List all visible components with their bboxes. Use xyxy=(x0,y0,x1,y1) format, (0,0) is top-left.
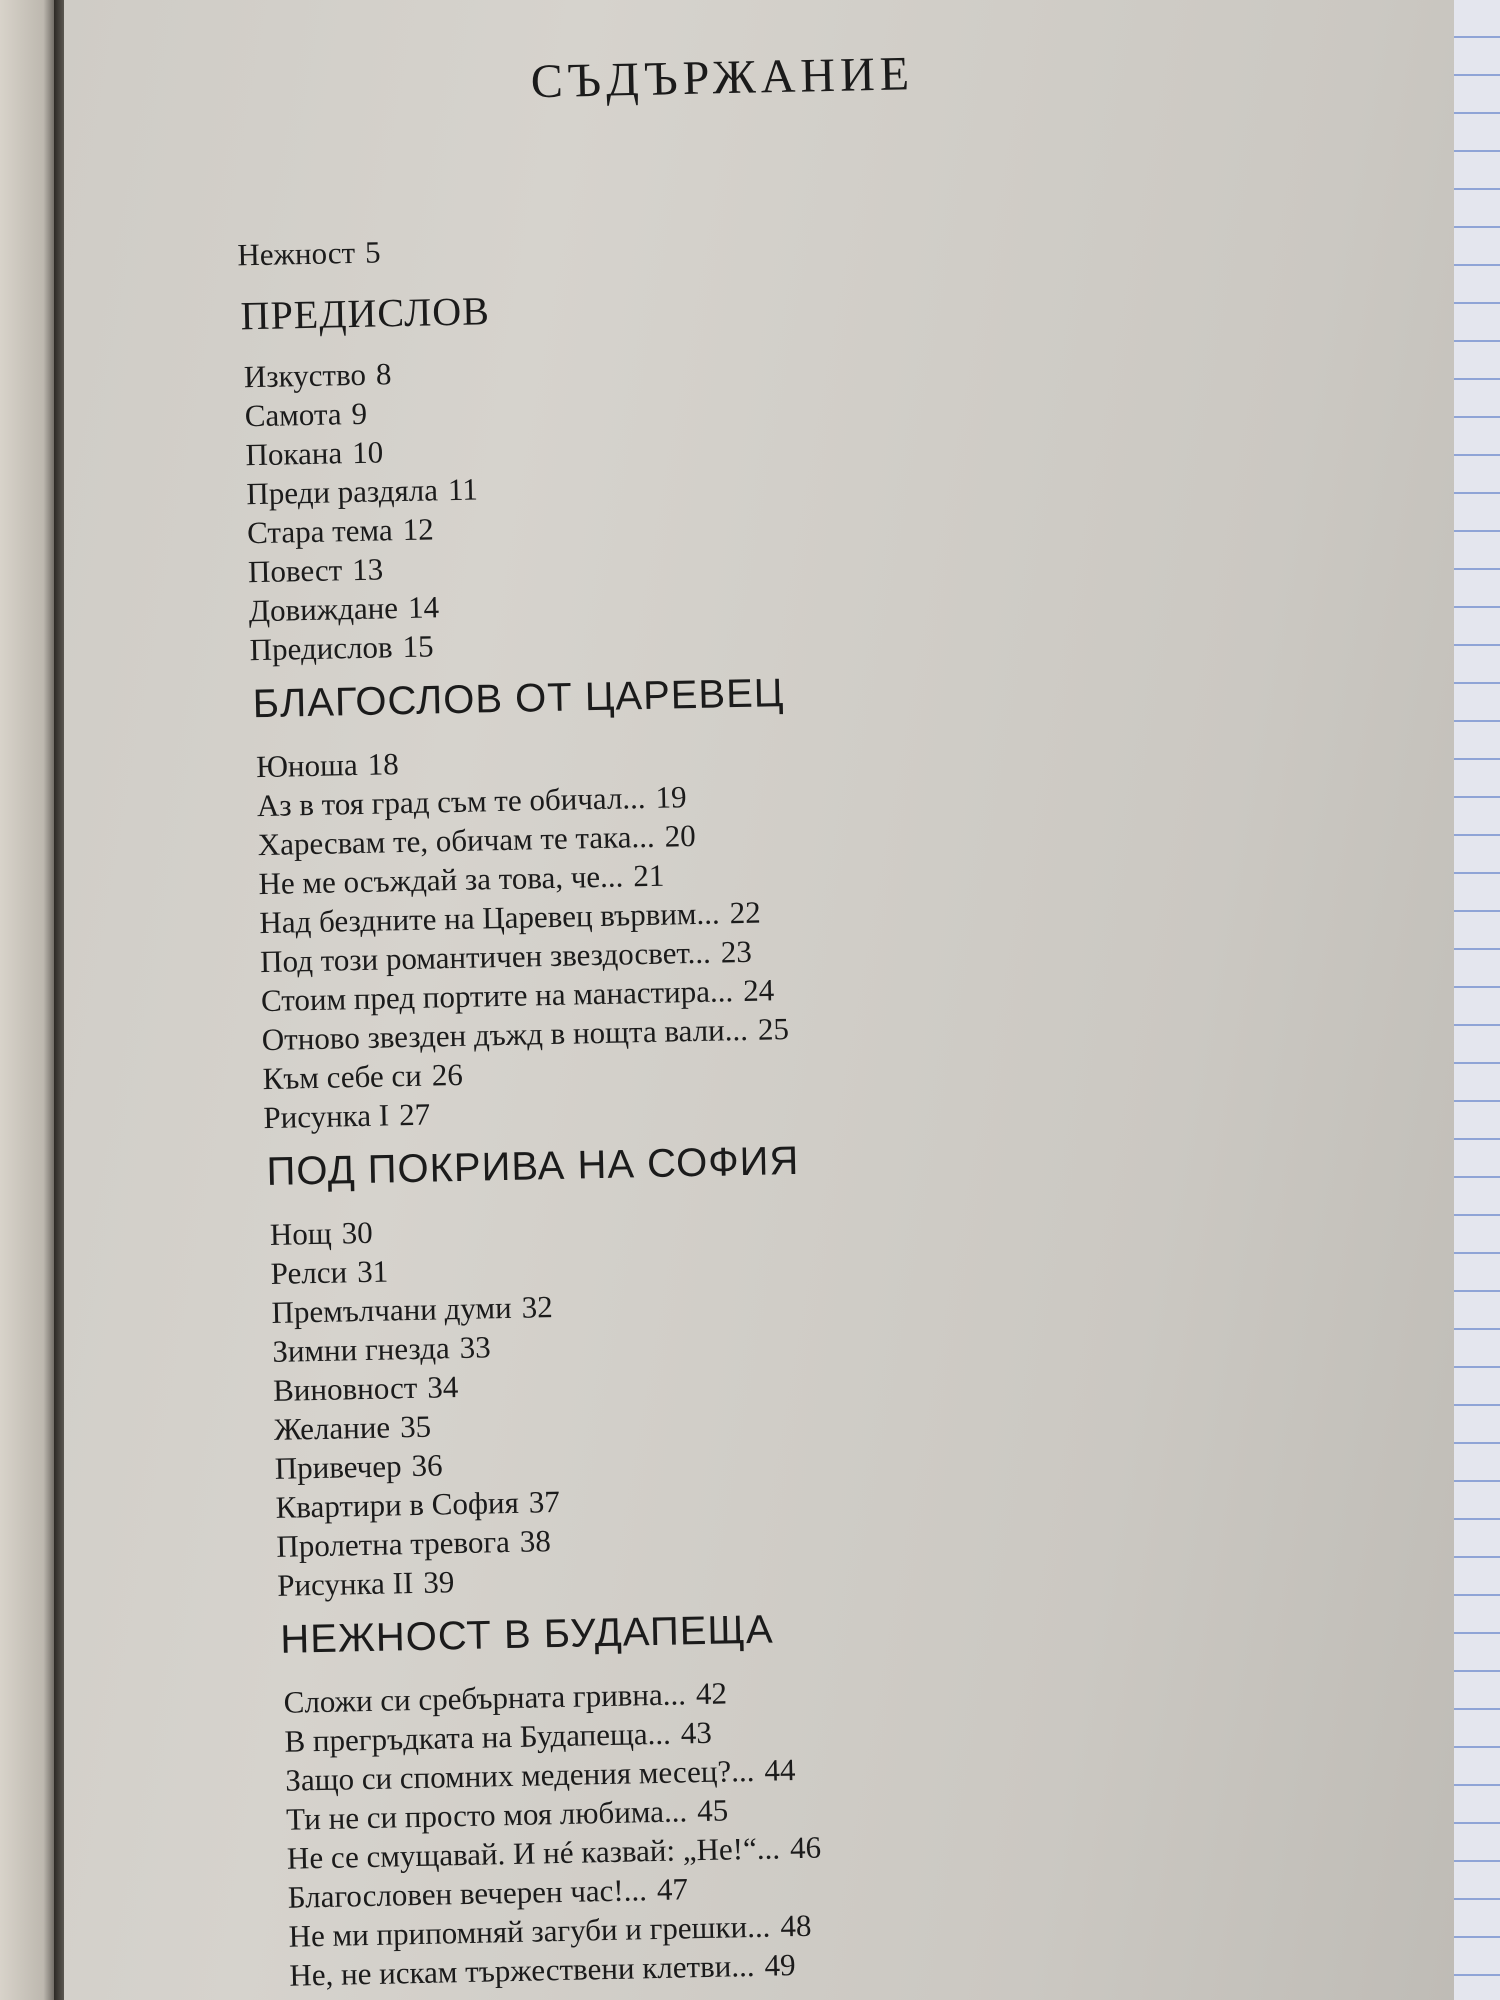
entry-page: 20 xyxy=(664,817,697,854)
entry-page: 24 xyxy=(742,972,775,1008)
entry-title: Нощ xyxy=(269,1215,333,1252)
toc-entry xyxy=(263,1096,430,1137)
entry-page: 13 xyxy=(351,551,384,588)
toc-entry xyxy=(272,1328,491,1371)
toc-entry xyxy=(271,1288,553,1332)
entry-title: В прегръдката на Будапеща... xyxy=(284,1715,672,1759)
entry-title: Изкуство xyxy=(243,356,367,395)
entry-page: 22 xyxy=(729,894,762,931)
entry-title: Към себе си xyxy=(262,1057,423,1097)
entry-title: Покана xyxy=(245,435,343,473)
toc-entry xyxy=(274,1408,432,1449)
entry-page: 49 xyxy=(764,1947,796,1983)
table-of-contents xyxy=(64,0,1496,2000)
entry-page: 46 xyxy=(789,1829,822,1866)
facing-page-edge xyxy=(0,0,62,2000)
toc-entry xyxy=(249,627,434,669)
entry-page: 38 xyxy=(519,1523,552,1559)
entry-title: Не се смущавай. И нé казвай: „Не!“... xyxy=(286,1830,781,1876)
entry-page: 11 xyxy=(447,471,479,508)
entry-title: Повест xyxy=(247,552,343,590)
book-page xyxy=(64,0,1454,2000)
entry-title: Предислов xyxy=(249,629,393,668)
entry-title: Квартири в София xyxy=(275,1484,520,1525)
section-title-budapest: НЕЖНОСТ В БУДАПЕЩА xyxy=(279,1607,775,1662)
entry-title: Стоим пред портите на манастира... xyxy=(260,973,734,1019)
entry-page: 19 xyxy=(655,779,687,815)
entry-title: Не ме осъждай за това, че... xyxy=(258,858,624,902)
toc-entry xyxy=(246,470,478,513)
entry-title: Самота xyxy=(244,396,342,434)
entry-page: 8 xyxy=(375,356,392,392)
entry-page: 34 xyxy=(426,1369,459,1405)
entry-page: 37 xyxy=(528,1483,561,1520)
entry-title: Аз в тоя град съм те обичал... xyxy=(256,779,646,824)
entry-title: Благословен вечерен час!... xyxy=(287,1872,648,1915)
entry-title: Не ми припомняй загуби и грешки... xyxy=(288,1908,771,1954)
entry-title: Рисунка I xyxy=(263,1097,390,1136)
entry-page: 44 xyxy=(764,1752,796,1788)
entry-title: Сложи си сребърната гривна... xyxy=(283,1676,687,1720)
entry-title: Отново звезден дъжд в нощта вали... xyxy=(261,1011,749,1058)
entry-page: 12 xyxy=(402,511,434,548)
entry-page: 21 xyxy=(632,857,665,894)
entry-page: 33 xyxy=(459,1329,491,1366)
entry-title: Харесвам те, обичам те така... xyxy=(257,818,656,863)
entry-page: 32 xyxy=(521,1289,553,1325)
entry-page: 43 xyxy=(680,1714,713,1751)
section-title-predislov: ПРЕДИСЛОВ xyxy=(240,288,491,339)
entry-title: Стара тема xyxy=(246,512,393,551)
entry-page: 27 xyxy=(398,1096,431,1133)
entry-title: Юноша xyxy=(255,747,359,785)
entry-title: Релси xyxy=(270,1254,348,1291)
entry-title: Виновност xyxy=(272,1369,418,1408)
entry-page: 39 xyxy=(422,1564,455,1600)
entry-title: Над бездните на Царевец вървим... xyxy=(258,895,721,941)
entry-title: Ти не си просто моя любима... xyxy=(285,1793,688,1837)
toc-entry xyxy=(275,1483,560,1527)
entry-page: 42 xyxy=(695,1675,728,1712)
entry-page: 26 xyxy=(431,1056,464,1093)
entry-page: 31 xyxy=(356,1253,389,1290)
entry-page: 45 xyxy=(696,1792,729,1829)
entry-title: Под този романтичен звездосвет... xyxy=(259,934,712,980)
toc-entry xyxy=(270,1252,388,1292)
entry-title: Привечер xyxy=(274,1448,402,1486)
toc-entry xyxy=(247,510,434,552)
toc-entry xyxy=(248,588,439,630)
entry-page: 48 xyxy=(779,1907,812,1944)
entry-title: Премълчани думи xyxy=(271,1289,512,1330)
entry-page: 15 xyxy=(402,628,434,665)
entry-page: 35 xyxy=(399,1408,432,1445)
entry-title: Пролетна тревога xyxy=(276,1524,511,1564)
toc-entry xyxy=(276,1522,551,1566)
entry-title: Нежност xyxy=(237,234,356,273)
entry-title: Защо си спомних медения месец?... xyxy=(284,1752,755,1798)
toc-entry xyxy=(262,1056,463,1098)
toc-entry xyxy=(277,1563,455,1605)
section-title-sofia: ПОД ПОКРИВА НА СОФИЯ xyxy=(266,1138,800,1195)
toc-entry xyxy=(245,433,383,474)
entry-page: 25 xyxy=(757,1011,790,1047)
entry-page: 18 xyxy=(367,746,400,782)
toc-entry xyxy=(256,745,399,786)
toc-entry xyxy=(274,1446,443,1488)
entry-title: Довиждане xyxy=(248,590,399,629)
toc-entry xyxy=(244,395,367,436)
entry-page: 5 xyxy=(364,234,381,270)
toc-entry xyxy=(270,1214,374,1254)
toc-title: СЪДЪРЖАНИЕ xyxy=(530,47,915,109)
toc-entry xyxy=(248,550,384,591)
entry-title: Желание xyxy=(273,1409,391,1447)
entry-page: 10 xyxy=(351,434,384,471)
toc-entry xyxy=(273,1368,459,1410)
toc-entry xyxy=(237,233,381,274)
entry-title: Преди раздяла xyxy=(246,472,439,512)
toc-entry xyxy=(244,355,392,396)
entry-page: 47 xyxy=(656,1871,689,1907)
entry-title: Рисунка II xyxy=(276,1565,414,1603)
entry-page: 30 xyxy=(341,1214,374,1251)
entry-page: 23 xyxy=(720,933,753,970)
entry-page: 9 xyxy=(351,395,368,432)
entry-page: 14 xyxy=(407,589,440,625)
entry-title: Не, не искам тържествени клетви... xyxy=(289,1947,755,1993)
section-title-blagoslov: БЛАГОСЛОВ ОТ ЦАРЕВЕЦ xyxy=(252,671,785,727)
entry-page: 36 xyxy=(411,1447,443,1484)
entry-title: Зимни гнезда xyxy=(271,1330,451,1369)
